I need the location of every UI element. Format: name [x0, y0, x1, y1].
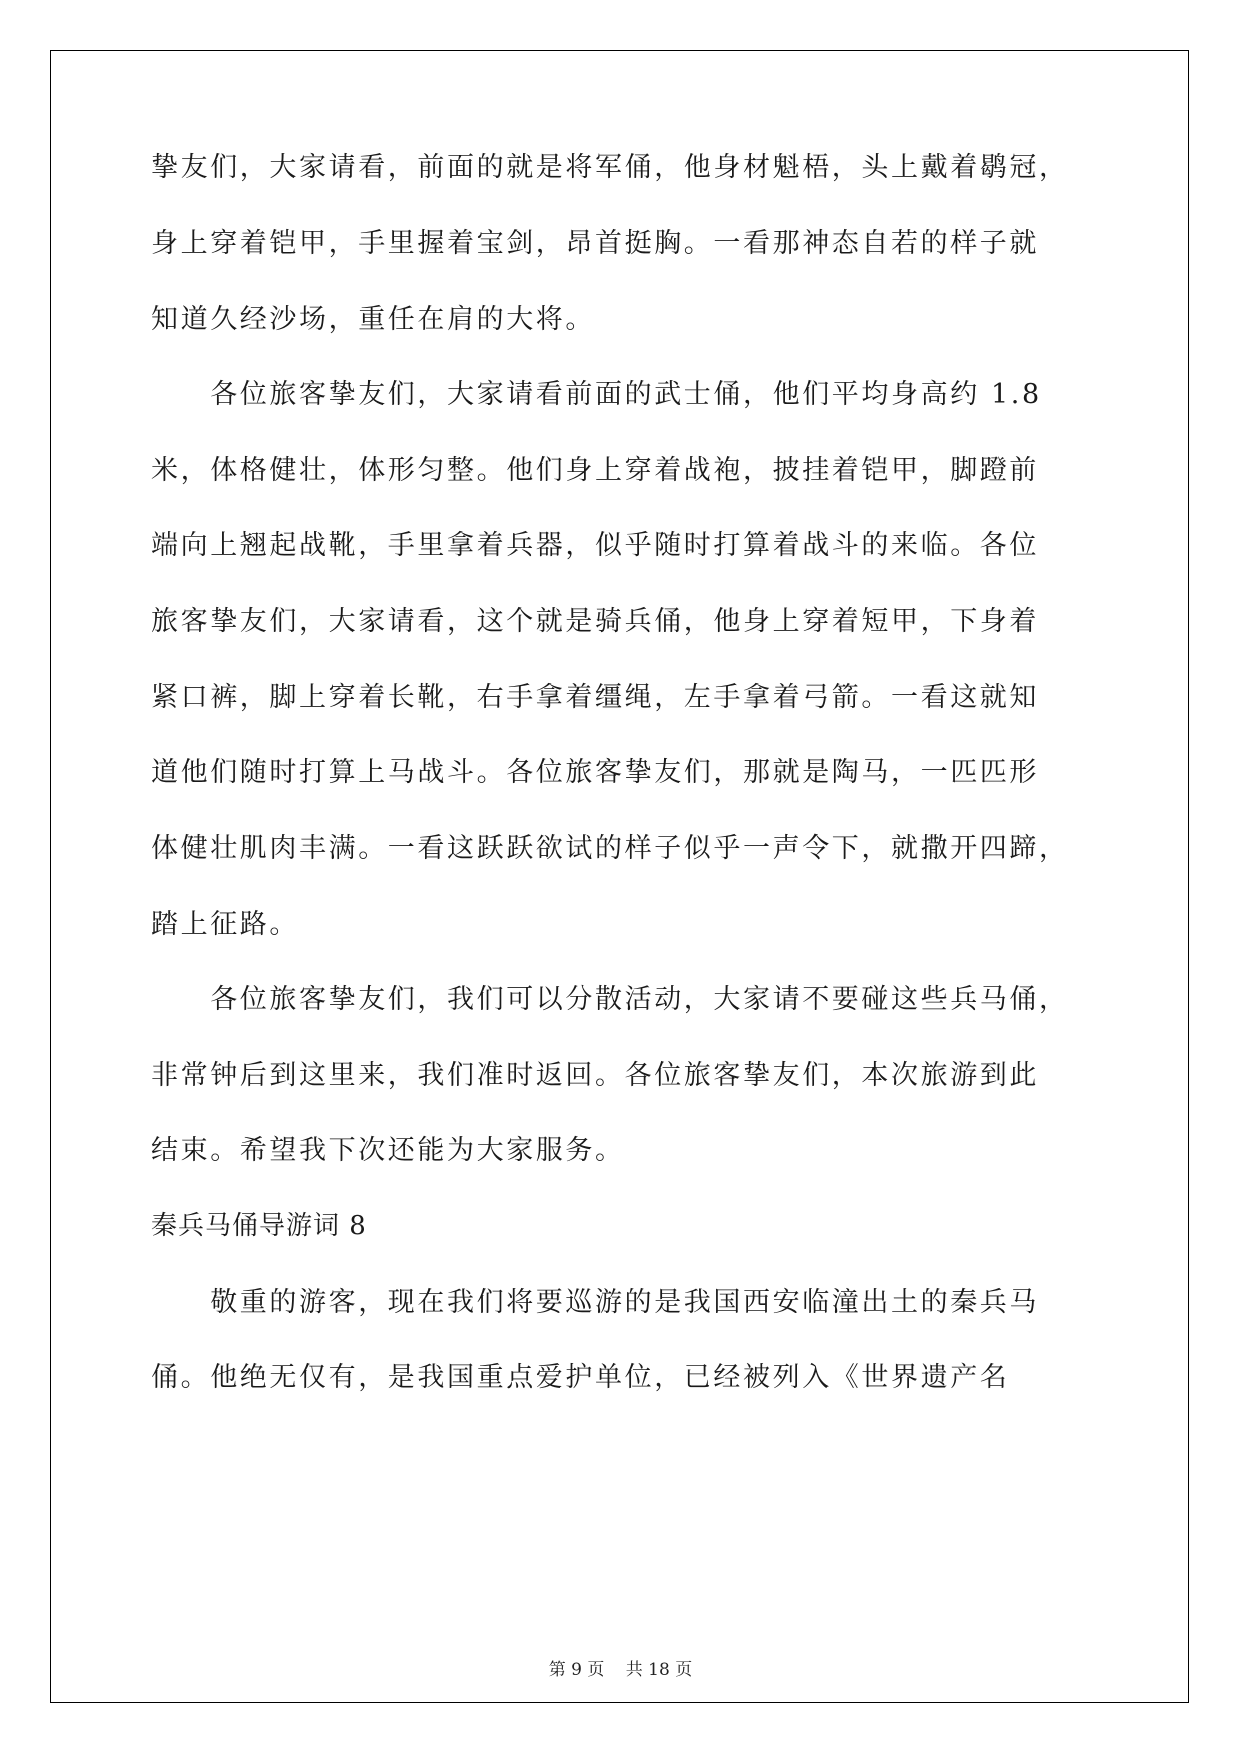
body-line: 各位旅客挚友们，大家请看前面的武士俑，他们平均身高约 1.8	[151, 379, 1042, 410]
section-heading: 秦兵马俑导游词 8	[151, 1211, 367, 1241]
body-line: 端向上翘起战靴，手里拿着兵器，似乎随时打算着战斗的来临。各位	[151, 530, 1039, 561]
body-line: 身上穿着铠甲，手里握着宝剑，昂首挺胸。一看那神态自若的样子就	[151, 228, 1039, 259]
body-line: 旅客挚友们，大家请看，这个就是骑兵俑，他身上穿着短甲，下身着	[151, 606, 1039, 637]
body-line: 俑。他绝无仅有，是我国重点爱护单位，已经被列入《世界遗产名	[151, 1362, 1010, 1393]
body-line: 各位旅客挚友们，我们可以分散活动，大家请不要碰这些兵马俑，	[151, 984, 1069, 1015]
body-line: 紧口裤，脚上穿着长靴，右手拿着缰绳，左手拿着弓箭。一看这就知	[151, 682, 1039, 713]
body-line: 结束。希望我下次还能为大家服务。	[151, 1135, 625, 1166]
body-line: 挚友们，大家请看，前面的就是将军俑，他身材魁梧，头上戴着鹖冠，	[151, 152, 1069, 183]
body-line: 道他们随时打算上马战斗。各位旅客挚友们，那就是陶马，一匹匹形	[151, 757, 1039, 788]
body-line: 知道久经沙场，重任在肩的大将。	[151, 304, 595, 335]
page-footer	[0, 1655, 1241, 1680]
page-number: 第 9 页	[548, 1660, 605, 1680]
page-border	[50, 50, 1189, 1703]
body-line: 非常钟后到这里来，我们准时返回。各位旅客挚友们，本次旅游到此	[151, 1060, 1039, 1091]
body-line: 米，体格健壮，体形匀整。他们身上穿着战袍，披挂着铠甲，脚蹬前	[151, 455, 1039, 486]
page-total: 共 18 页	[625, 1660, 693, 1680]
body-line: 体健壮肌肉丰满。一看这跃跃欲试的样子似乎一声令下，就撒开四蹄，	[151, 833, 1069, 864]
body-line: 敬重的游客，现在我们将要巡游的是我国西安临潼出土的秦兵马	[151, 1287, 1039, 1318]
body-line: 踏上征路。	[151, 909, 299, 940]
